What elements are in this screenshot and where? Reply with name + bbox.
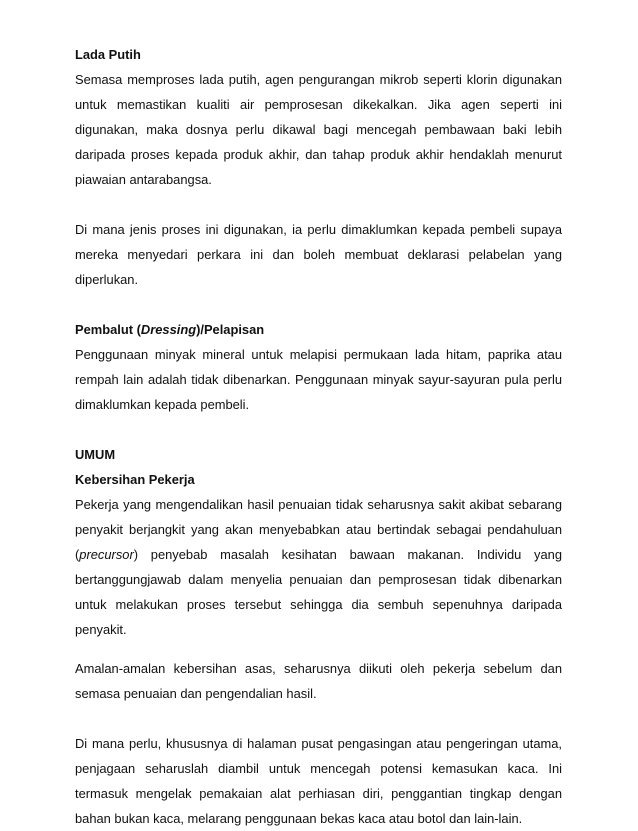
paragraph-pembalut: Penggunaan minyak mineral untuk melapisi permukaan lada hitam, paprika atau rempah lain adalah tidak dibenarkan. Penggunaan minyak sayur-sayuran pula perlu dimaklumkan kepada pembeli. xyxy=(75,347,562,412)
paragraph-kebersihan-1-italic: precursor xyxy=(79,547,134,562)
spacer xyxy=(75,192,562,217)
paragraph-lada-putih-1: Semasa memproses lada putih, agen pengurangan mikrob seperti klorin digunakan untuk memastikan kualiti air pemprosesan dikekalkan. Jika agen seperti ini digunakan, maka dosnya perlu dikawal bagi mencegah pembawaan baki lebih daripada proses kepada produk akhir, dan tahap produk akhir hendaklah menurut piawaian antarabangsa. xyxy=(75,72,562,187)
document-page xyxy=(75,42,562,831)
spacer xyxy=(75,642,562,656)
heading-pembalut-italic: Dressing xyxy=(140,322,197,337)
spacer xyxy=(75,706,562,731)
paragraph-kebersihan-1-part1: Pekerja yang mengendalikan hasil penuaian tidak seharusnya sakit akibat sebarang penyakit berjangkit yang akan menyebabkan atau bertindak sebagai pendahuluan ( xyxy=(75,497,562,562)
paragraph-kebersihan-1 xyxy=(75,492,562,642)
heading-pembalut-part2: )/Pelapisan xyxy=(196,322,265,337)
paragraph-kebersihan-2: Amalan-amalan kebersihan asas, seharusnya diikuti oleh pekerja sebelum dan semasa penuaian dan pengendalian hasil. xyxy=(75,661,562,701)
paragraph-lada-putih-2: Di mana jenis proses ini digunakan, ia perlu dimaklumkan kepada pembeli supaya mereka menyedari perkara ini dan boleh membuat deklarasi pelabelan yang diperlukan. xyxy=(75,222,562,287)
heading-pembalut-part1: Pembalut ( xyxy=(75,322,141,337)
heading-kebersihan-pekerja: Kebersihan Pekerja xyxy=(75,472,195,487)
spacer xyxy=(75,292,562,317)
heading-lada-putih: Lada Putih xyxy=(75,47,141,62)
paragraph-kebersihan-1-part2: ) penyebab masalah kesihatan bawaan makanan. Individu yang bertanggungjawab dalam menyelia penuaian dan pemprosesan tidak dibenarkan untuk melakukan proses tersebut sehingga dia sembuh sepenuhnya daripada penyakit. xyxy=(75,547,562,637)
spacer xyxy=(75,417,562,442)
heading-pembalut xyxy=(75,317,562,342)
paragraph-kebersihan-3: Di mana perlu, khususnya di halaman pusat pengasingan atau pengeringan utama, penjagaan seharuslah diambil untuk mencegah potensi kemasukan kaca. Ini termasuk mengelak pemakaian alat perhiasan diri, penggantian tingkap dengan bahan bukan kaca, melarang penggunaan bekas kaca atau botol dan lain-lain. xyxy=(75,736,562,826)
heading-umum: UMUM xyxy=(75,447,116,462)
